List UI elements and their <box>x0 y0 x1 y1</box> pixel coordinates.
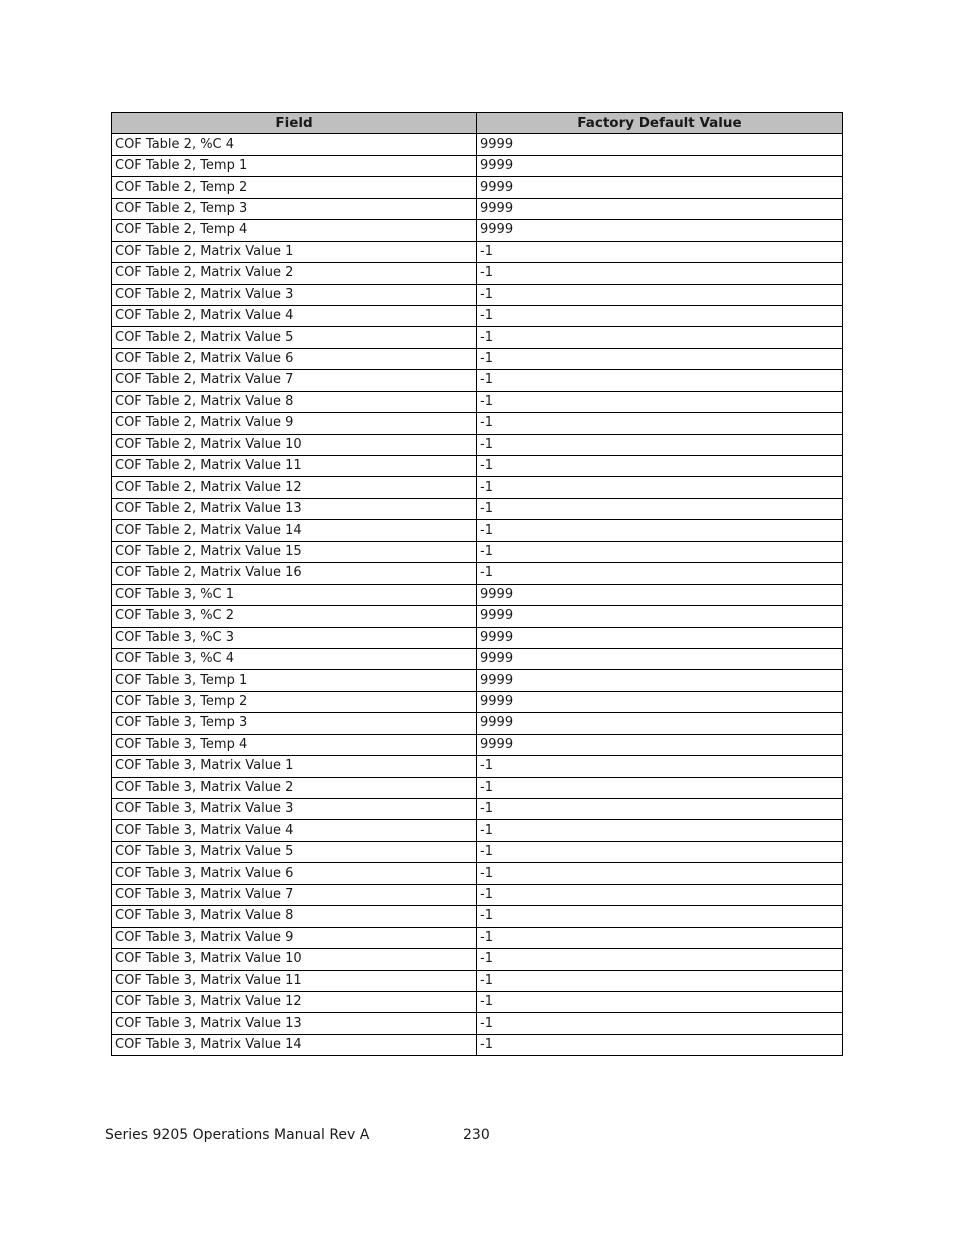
table-row <box>112 370 843 391</box>
table-row <box>112 691 843 712</box>
field-cell: COF Table 3, Matrix Value 6 <box>112 863 477 884</box>
footer-page-number: 230 <box>463 1127 490 1143</box>
default-value-cell: -1 <box>477 863 843 884</box>
table-row <box>112 155 843 176</box>
field-cell: COF Table 3, Matrix Value 2 <box>112 777 477 798</box>
field-cell: COF Table 2, Temp 2 <box>112 177 477 198</box>
field-cell: COF Table 3, Matrix Value 8 <box>112 906 477 927</box>
field-cell: COF Table 2, Matrix Value 1 <box>112 241 477 262</box>
default-value-cell: -1 <box>477 799 843 820</box>
table-row <box>112 927 843 948</box>
default-value-cell: 9999 <box>477 155 843 176</box>
default-value-cell: 9999 <box>477 713 843 734</box>
table-row <box>112 627 843 648</box>
default-value-cell: 9999 <box>477 670 843 691</box>
field-cell: COF Table 2, Matrix Value 7 <box>112 370 477 391</box>
default-value-cell: -1 <box>477 348 843 369</box>
table-row <box>112 541 843 562</box>
default-value-cell: -1 <box>477 1034 843 1055</box>
default-value-cell: -1 <box>477 991 843 1012</box>
table-row <box>112 884 843 905</box>
footer-document-title: Series 9205 Operations Manual Rev A <box>105 1127 370 1143</box>
default-value-cell: -1 <box>477 434 843 455</box>
table-row <box>112 648 843 669</box>
table-row <box>112 906 843 927</box>
field-cell: COF Table 2, Matrix Value 16 <box>112 563 477 584</box>
field-cell: COF Table 3, %C 4 <box>112 648 477 669</box>
table-row <box>112 1013 843 1034</box>
field-cell: COF Table 3, Temp 4 <box>112 734 477 755</box>
table-row <box>112 134 843 155</box>
default-value-cell: 9999 <box>477 606 843 627</box>
table-row <box>112 863 843 884</box>
factory-defaults-table <box>111 112 843 1056</box>
table-row <box>112 498 843 519</box>
table-row <box>112 434 843 455</box>
field-cell: COF Table 2, Matrix Value 12 <box>112 477 477 498</box>
default-value-cell: 9999 <box>477 177 843 198</box>
table-row <box>112 327 843 348</box>
default-value-cell: -1 <box>477 456 843 477</box>
field-cell: COF Table 2, Matrix Value 5 <box>112 327 477 348</box>
table-row <box>112 756 843 777</box>
default-value-cell: -1 <box>477 391 843 412</box>
table-row <box>112 991 843 1012</box>
field-cell: COF Table 3, Matrix Value 13 <box>112 1013 477 1034</box>
field-cell: COF Table 3, Matrix Value 1 <box>112 756 477 777</box>
table-row <box>112 1034 843 1055</box>
field-cell: COF Table 3, Matrix Value 10 <box>112 949 477 970</box>
default-value-cell: -1 <box>477 949 843 970</box>
table-row <box>112 841 843 862</box>
field-cell: COF Table 2, Matrix Value 15 <box>112 541 477 562</box>
default-value-cell: -1 <box>477 370 843 391</box>
field-cell: COF Table 2, %C 4 <box>112 134 477 155</box>
table-row <box>112 777 843 798</box>
column-header-field: Field <box>112 113 477 134</box>
field-cell: COF Table 2, Matrix Value 2 <box>112 263 477 284</box>
table-row <box>112 949 843 970</box>
table-row <box>112 391 843 412</box>
default-value-cell: -1 <box>477 563 843 584</box>
default-value-cell: -1 <box>477 327 843 348</box>
field-cell: COF Table 2, Matrix Value 10 <box>112 434 477 455</box>
field-cell: COF Table 3, Temp 1 <box>112 670 477 691</box>
field-cell: COF Table 3, Matrix Value 5 <box>112 841 477 862</box>
table-row <box>112 220 843 241</box>
table-row <box>112 520 843 541</box>
table-row <box>112 305 843 326</box>
table-row <box>112 263 843 284</box>
default-value-cell: -1 <box>477 520 843 541</box>
field-cell: COF Table 2, Matrix Value 8 <box>112 391 477 412</box>
field-cell: COF Table 3, %C 1 <box>112 584 477 605</box>
default-value-cell: -1 <box>477 263 843 284</box>
table-row <box>112 284 843 305</box>
default-value-cell: 9999 <box>477 648 843 669</box>
table-row <box>112 456 843 477</box>
field-cell: COF Table 3, Matrix Value 12 <box>112 991 477 1012</box>
default-value-cell: -1 <box>477 906 843 927</box>
default-value-cell: -1 <box>477 884 843 905</box>
default-value-cell: -1 <box>477 498 843 519</box>
table-row <box>112 413 843 434</box>
default-value-cell: 9999 <box>477 134 843 155</box>
field-cell: COF Table 2, Temp 3 <box>112 198 477 219</box>
default-value-cell: -1 <box>477 413 843 434</box>
field-cell: COF Table 2, Matrix Value 3 <box>112 284 477 305</box>
field-cell: COF Table 3, Matrix Value 14 <box>112 1034 477 1055</box>
field-cell: COF Table 2, Matrix Value 4 <box>112 305 477 326</box>
table-row <box>112 799 843 820</box>
field-cell: COF Table 2, Matrix Value 9 <box>112 413 477 434</box>
table-row <box>112 177 843 198</box>
table-row <box>112 606 843 627</box>
table-row <box>112 820 843 841</box>
default-value-cell: -1 <box>477 820 843 841</box>
default-value-cell: -1 <box>477 777 843 798</box>
default-value-cell: -1 <box>477 841 843 862</box>
table-row <box>112 584 843 605</box>
table-body <box>112 134 843 1056</box>
table-row <box>112 477 843 498</box>
field-cell: COF Table 3, %C 3 <box>112 627 477 648</box>
table-row <box>112 670 843 691</box>
default-value-cell: -1 <box>477 241 843 262</box>
default-value-cell: -1 <box>477 756 843 777</box>
table-row <box>112 348 843 369</box>
default-value-cell: -1 <box>477 477 843 498</box>
field-cell: COF Table 2, Temp 1 <box>112 155 477 176</box>
default-value-cell: 9999 <box>477 198 843 219</box>
default-value-cell: -1 <box>477 970 843 991</box>
table-row <box>112 734 843 755</box>
field-cell: COF Table 3, Matrix Value 11 <box>112 970 477 991</box>
table-row <box>112 970 843 991</box>
field-cell: COF Table 3, Matrix Value 3 <box>112 799 477 820</box>
table-row <box>112 563 843 584</box>
field-cell: COF Table 2, Matrix Value 13 <box>112 498 477 519</box>
table-header-row <box>112 113 843 134</box>
default-value-cell: 9999 <box>477 691 843 712</box>
field-cell: COF Table 3, Temp 3 <box>112 713 477 734</box>
default-value-cell: -1 <box>477 927 843 948</box>
field-cell: COF Table 2, Matrix Value 6 <box>112 348 477 369</box>
default-value-cell: -1 <box>477 1013 843 1034</box>
field-cell: COF Table 3, %C 2 <box>112 606 477 627</box>
field-cell: COF Table 2, Matrix Value 14 <box>112 520 477 541</box>
default-value-cell: 9999 <box>477 220 843 241</box>
default-value-cell: 9999 <box>477 627 843 648</box>
field-cell: COF Table 3, Matrix Value 9 <box>112 927 477 948</box>
default-value-cell: -1 <box>477 284 843 305</box>
default-value-cell: 9999 <box>477 734 843 755</box>
field-cell: COF Table 2, Temp 4 <box>112 220 477 241</box>
table-row <box>112 198 843 219</box>
table-row <box>112 713 843 734</box>
field-cell: COF Table 3, Matrix Value 7 <box>112 884 477 905</box>
default-value-cell: -1 <box>477 541 843 562</box>
default-value-cell: -1 <box>477 305 843 326</box>
field-cell: COF Table 2, Matrix Value 11 <box>112 456 477 477</box>
default-value-cell: 9999 <box>477 584 843 605</box>
field-cell: COF Table 3, Matrix Value 4 <box>112 820 477 841</box>
field-cell: COF Table 3, Temp 2 <box>112 691 477 712</box>
table-row <box>112 241 843 262</box>
column-header-default-value: Factory Default Value <box>477 113 843 134</box>
